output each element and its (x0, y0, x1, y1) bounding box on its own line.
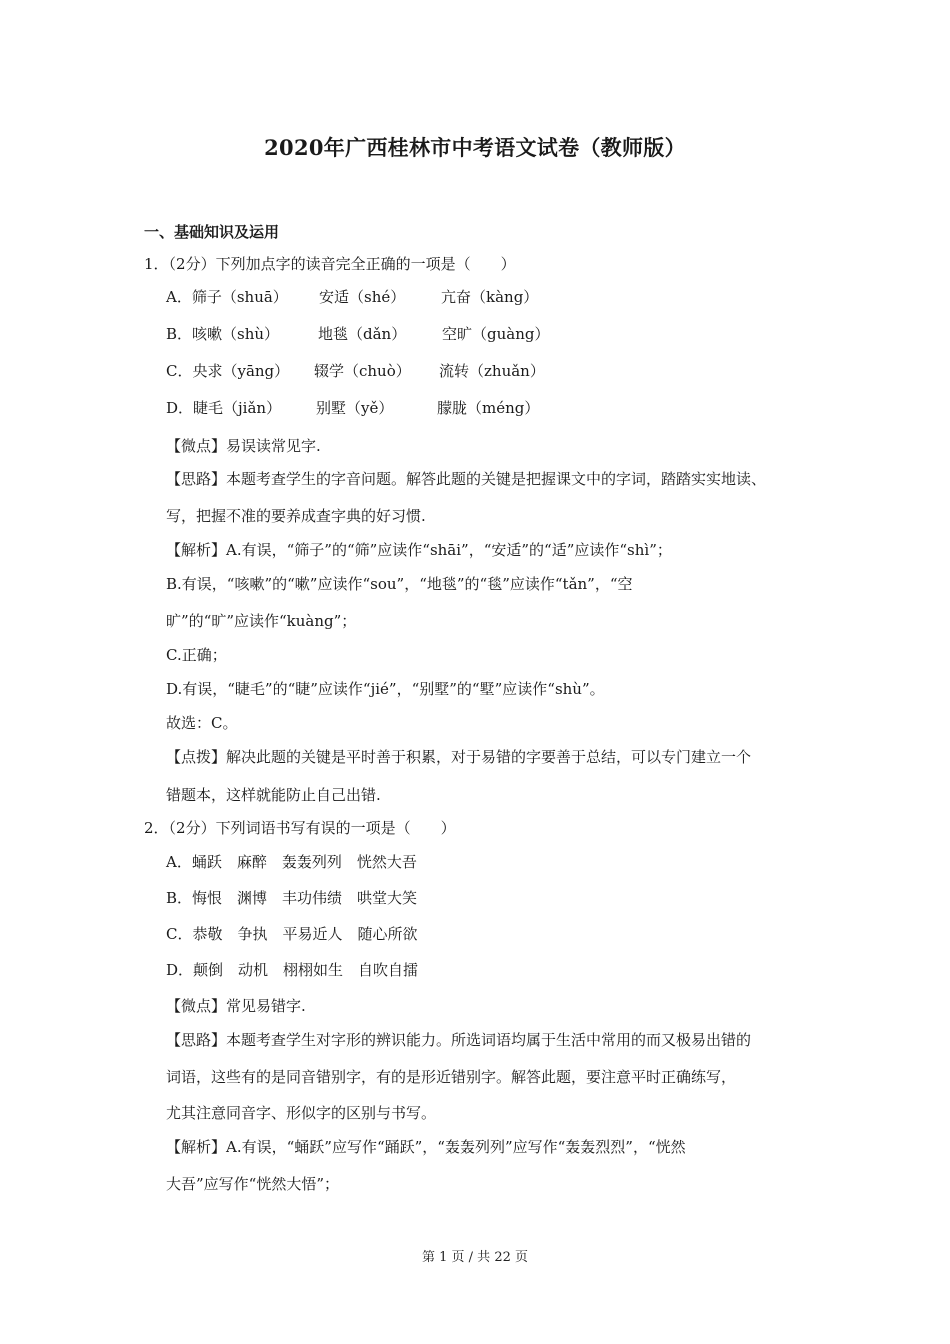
q2-silu-line-1: 【思路】本题考查学生对字形的辨识能力。所选词语均属于生活中常用的而又极易出错的 (166, 1031, 752, 1049)
question-1-option-d (166, 398, 539, 418)
option-d-item-1: D．睫毛（jiǎn） (166, 399, 282, 417)
q1-jiexi-line-1: 【解析】A.有误，“筛子”的“筛”应读作“shāi”，“安适”的“适”应读作“shì”； (166, 541, 672, 559)
option-a-item-2: 安适（shé） (319, 288, 406, 306)
option-c-item-3: 流转（zhuǎn） (439, 362, 545, 380)
q1-answer: 故选：C。 (166, 714, 238, 732)
q1-jiexi-line-2: B.有误，“咳嗽”的“嗽”应读作“sou”，“地毯”的“毯”应读作“tǎn”，“空 (166, 575, 633, 593)
option-d-item-3: 朦胧（méng） (437, 399, 540, 417)
question-2-option-a: A．蛹跃 麻醉 轰轰列列 恍然大吾 (166, 853, 417, 871)
q1-jiexi-line-4: C.正确； (166, 646, 227, 664)
q2-silu-line-3: 尤其注意同音字、形似字的区别与书写。 (166, 1104, 437, 1122)
option-a-item-1: A．筛子（shuā） (166, 288, 288, 306)
q1-weidian: 【微点】易误读常见字. (166, 437, 321, 455)
page-footer: 第 1 页 / 共 22 页 (422, 1250, 528, 1265)
q2-silu-line-2: 词语，这些有的是同音错别字，有的是形近错别字。解答此题，要注意平时正确练写， (166, 1068, 737, 1086)
section-heading: 一、基础知识及运用 (144, 223, 280, 241)
question-1-stem: 1．（2分）下列加点字的读音完全正确的一项是（ ） (144, 255, 516, 273)
option-a-item-3: 亢奋（kàng） (441, 288, 539, 306)
q1-dianbo-line-2: 错题本，这样就能防止自己出错. (166, 786, 381, 804)
q1-jiexi-line-3: 旷”的“旷”应读作“kuàng”； (166, 612, 357, 630)
q1-silu-line-2: 写，把握不准的要养成查字典的好习惯. (166, 507, 426, 525)
q2-jiexi-line-1: 【解析】A.有误，“蛹跃”应写作“踊跃”，“轰轰列列”应写作“轰轰烈烈”，“恍然 (166, 1138, 686, 1156)
question-1-option-c (166, 361, 545, 381)
q1-jiexi-line-5: D.有误，“睫毛”的“睫”应读作“jié”，“别墅”的“墅”应读作“shù”。 (166, 680, 605, 698)
question-1-option-b (166, 324, 549, 344)
q2-weidian: 【微点】常见易错字. (166, 997, 306, 1015)
option-c-item-2: 辍学（chuò） (314, 362, 411, 380)
question-2-stem: 2．（2分）下列词语书写有误的一项是（ ） (144, 819, 456, 837)
q1-dianbo-line-1: 【点拨】解决此题的关键是平时善于积累，对于易错的字要善于总结，可以专门建立一个 (166, 748, 752, 766)
q2-jiexi-line-2: 大吾”应写作“恍然大悟”； (166, 1175, 340, 1193)
option-d-item-2: 别墅（yě） (316, 399, 394, 417)
option-b-item-3: 空旷（guàng） (442, 325, 550, 343)
option-b-item-1: B．咳嗽（shù） (166, 325, 280, 343)
option-c-item-1: C．央求（yāng） (166, 362, 290, 380)
question-2-option-d: D．颠倒 动机 栩栩如生 自吹自擂 (166, 961, 419, 979)
option-b-item-2: 地毯（dǎn） (318, 325, 407, 343)
question-1-option-a (166, 287, 538, 307)
question-2-option-c: C．恭敬 争执 平易近人 随心所欲 (166, 925, 418, 943)
q1-silu-line-1: 【思路】本题考查学生的字音问题。解答此题的关键是把握课文中的字词，踏踏实实地读、 (166, 470, 767, 488)
page-title: 2020年广西桂林市中考语文试卷（教师版） (264, 135, 686, 160)
question-2-option-b: B．悔恨 渊博 丰功伟绩 哄堂大笑 (166, 889, 418, 907)
